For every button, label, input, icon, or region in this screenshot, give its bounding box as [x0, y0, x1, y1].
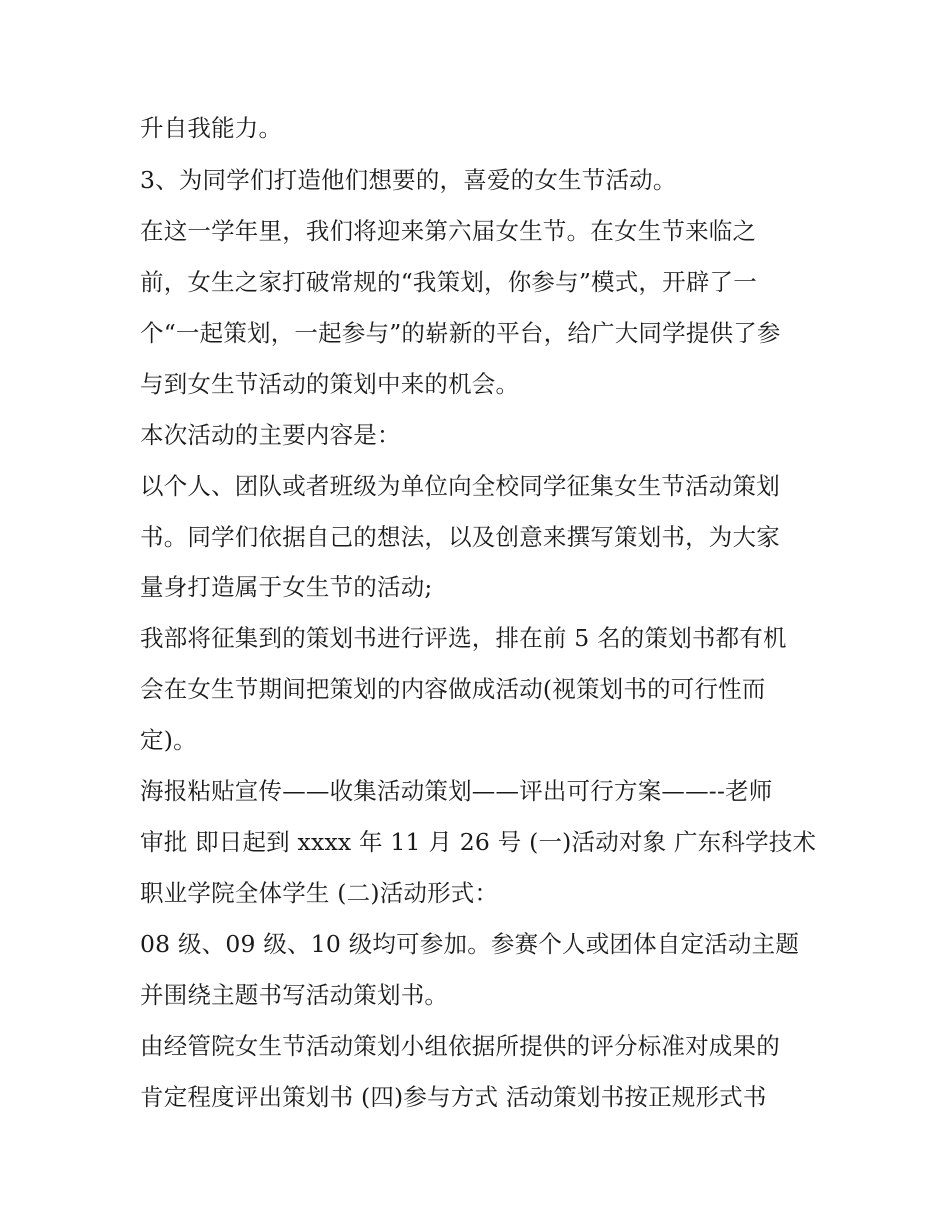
- text-line: 3、为同学们打造他们想要的，喜爱的女生节活动。: [140, 166, 677, 194]
- text-line: 在这一学年里，我们将迎来第六届女生节。在女生节来临之: [140, 217, 757, 245]
- text-line: 升自我能力。: [140, 114, 283, 142]
- text-line: 我部将征集到的策划书进行评选，排在前 5 名的策划书都有机: [140, 624, 787, 652]
- text-line: 以个人、团队或者班级为单位向全校同学征集女生节活动策划: [140, 472, 780, 500]
- text-line: 审批 即日起到 xxxx 年 11 月 26 号 (一)活动对象 广东科学技术: [140, 828, 817, 856]
- text-line: 本次活动的主要内容是：: [140, 421, 401, 449]
- text-line: 职业学院全体学生 (二)活动形式：: [140, 879, 499, 907]
- text-line: 书。同学们依据自己的想法，以及创意来撰写策划书，为大家: [140, 523, 780, 551]
- text-line: 与到女生节活动的策划中来的机会。: [140, 370, 520, 398]
- text-line: 会在女生节期间把策划的内容做成活动(视策划书的可行性而: [140, 675, 766, 703]
- text-line: 前，女生之家打破常规的“我策划，你参与”模式，开辟了一: [140, 268, 757, 296]
- text-line: 08 级、09 级、10 级均可参加。参赛个人或团体自定活动主题: [140, 930, 800, 958]
- text-line: 个“一起策划，一起参与”的崭新的平台，给广大同学提供了参: [140, 319, 781, 347]
- text-line: 量身打造属于女生节的活动;: [140, 573, 433, 601]
- text-line: 定)。: [140, 726, 197, 754]
- text-line: 肯定程度评出策划书 (四)参与方式 活动策划书按正规形式书: [140, 1083, 767, 1111]
- text-line: 海报粘贴宣传——收集活动策划——评出可行方案——--老师: [140, 777, 773, 805]
- text-line: 并围绕主题书写活动策划书。: [140, 981, 449, 1009]
- text-line: 由经管院女生节活动策划小组依据所提供的评分标准对成果的: [140, 1032, 780, 1060]
